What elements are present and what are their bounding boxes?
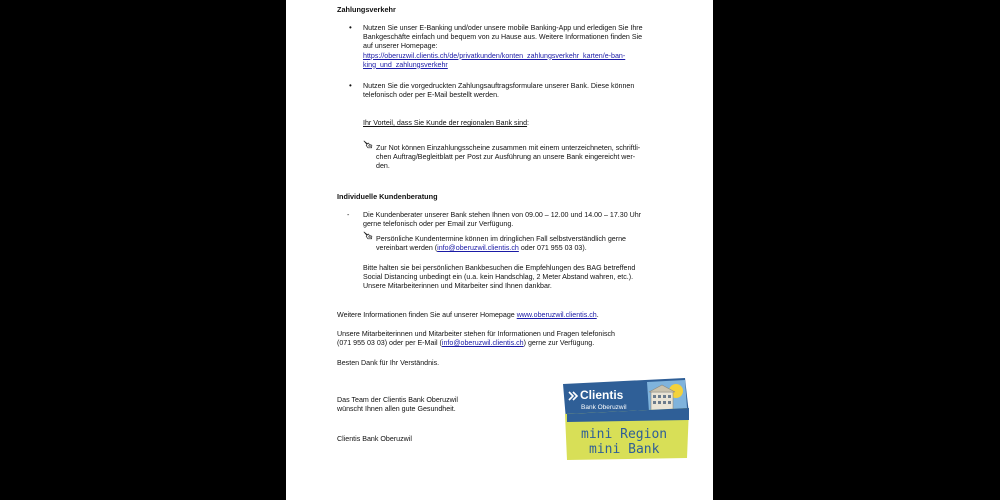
text-line [376, 244, 656, 253]
text-fragment: vereinbart werden ( [376, 244, 438, 253]
text-line: Bankgeschäfte einfach und bequem von zu Hause aus. Weitere Informationen finden Sie [363, 33, 643, 42]
text-line: Nutzen Sie die vorgedruckten Zahlungsauftragsformulare unserer Bank. Diese können [363, 82, 635, 90]
text-line: Persönliche Kundentermine können im dringlichen Fall selbstverständlich gerne [376, 235, 626, 243]
text-line: Das Team der Clientis Bank Oberuzwil [337, 396, 458, 404]
advantage-text [376, 144, 656, 172]
homepage-link[interactable]: www.oberuzwil.clientis.ch [516, 311, 597, 319]
text-fragment: Weitere Informationen finden Sie auf unserer Homepage [337, 311, 517, 319]
text-line: Zur Not können Einzahlungsscheine zusammen mit einem unterzeichneten, schriftli- [376, 144, 641, 152]
dash-bullet: - [347, 211, 350, 219]
logo-subtitle: Bank Oberuzwil [581, 404, 627, 411]
heading-kundenberatung: Individuelle Kundenberatung [337, 192, 438, 201]
logo-brand: Clientis [580, 388, 624, 402]
forms-paragraph [363, 82, 655, 100]
text-line: wünscht Ihnen allen gute Gesundheit. [337, 405, 456, 414]
text-line: Nutzen Sie unser E-Banking und/oder unsere mobile Banking-App und erledigen Sie Ihre [363, 24, 643, 32]
text-line: den. [376, 162, 390, 171]
text-fragment: ) gerne zur Verfügung. [523, 339, 595, 348]
appointment-note [376, 235, 656, 253]
bullet-icon: • [349, 23, 352, 32]
contact-paragraph [337, 330, 655, 348]
clientis-logo [563, 378, 689, 460]
bag-paragraph [363, 264, 655, 292]
pointing-hand-icon [363, 231, 373, 241]
advisor-paragraph [363, 211, 655, 229]
thanks-line: Besten Dank für Ihr Verständnis. [337, 359, 440, 367]
text-fragment: . [596, 311, 599, 319]
signature: Clientis Bank Oberuzwil [337, 435, 412, 443]
logo-slogan-line2: mini Bank [589, 442, 660, 457]
text-line: auf unserer Homepage: [363, 42, 438, 51]
text-line [337, 339, 655, 348]
text-line: Die Kundenberater unserer Bank stehen Ihnen von 09.00 – 12.00 und 14.00 – 17.30 Uhr [363, 211, 642, 219]
email-link[interactable]: info@oberuzwil.clientis.ch [441, 339, 524, 348]
ebanking-link[interactable]: https://oberuzwil.clientis.ch/de/privatkunden/konten_zahlungsverkehr_karten/e-ban- [363, 51, 626, 60]
advantage-heading [363, 119, 655, 128]
email-link[interactable]: info@oberuzwil.clientis.ch [437, 244, 519, 253]
text-line: gerne telefonisch oder per Email zur Verfügung. [363, 220, 514, 229]
ebanking-paragraph [363, 24, 655, 70]
text-line: Unsere Mitarbeiterinnen und Mitarbeiter sind Ihnen dankbar. [363, 282, 552, 291]
heading-zahlungsverkehr: Zahlungsverkehr [337, 5, 396, 14]
ebanking-link-continued[interactable]: king_und_zahlungsverkehr [363, 60, 448, 69]
advantage-colon: : [527, 119, 530, 127]
text-fragment: oder 071 955 03 03). [518, 244, 587, 253]
document-page [286, 0, 713, 500]
text-fragment: (071 955 03 03) oder per E-Mail ( [337, 339, 442, 348]
text-line: Unsere Mitarbeiterinnen und Mitarbeiter stehen für Informationen und Fragen telefonisch [337, 330, 615, 338]
text-line: Social Distancing unbedingt ein (u.a. kein Handschlag, 2 Meter Abstand wahren, etc.). [363, 273, 634, 282]
advantage-heading-text: Ihr Vorteil, dass Sie Kunde der regionalen Bank sind [363, 119, 528, 127]
logo-slogan-line1: mini Region [581, 427, 668, 442]
more-info-line [337, 311, 655, 320]
text-line: chen Auftrag/Begleitblatt per Post zur Ausführung an unsere Bank eingereicht wer- [376, 153, 636, 162]
bullet-icon: • [349, 81, 352, 90]
text-line: telefonisch oder per E-Mail bestellt werden. [363, 91, 500, 100]
pointing-hand-icon [363, 140, 373, 150]
text-line: Bitte halten sie bei persönlichen Bankbesuchen die Empfehlungen des BAG betreffend [363, 264, 636, 272]
